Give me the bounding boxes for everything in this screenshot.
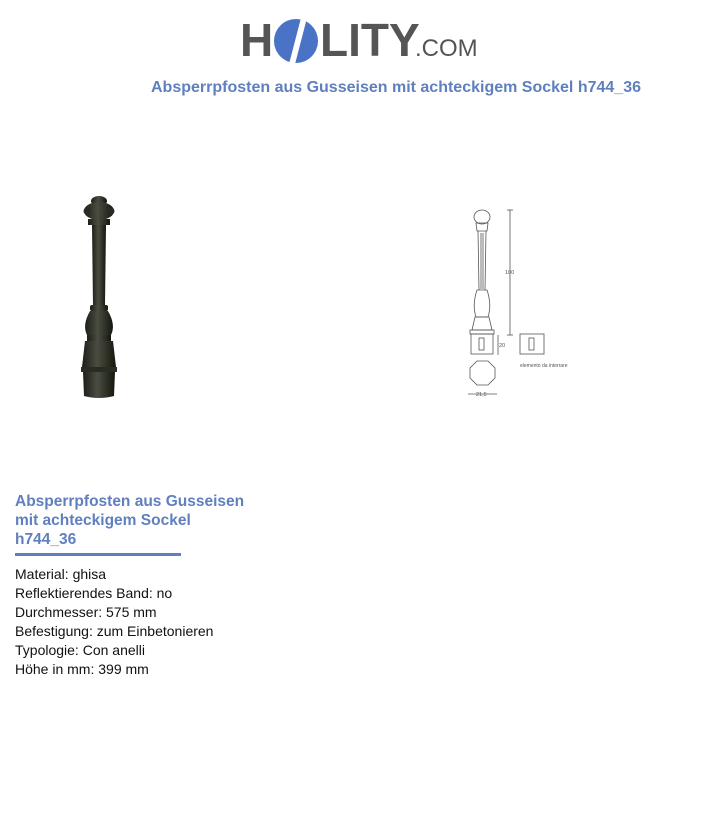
page-title: Absperrpfosten aus Gusseisen mit achteckigem Sockel h744_36 xyxy=(151,79,641,96)
bollard-photo-icon xyxy=(70,195,130,400)
drawing-width-label: 21,5 xyxy=(476,392,487,398)
holity-logo[interactable] xyxy=(240,10,485,70)
drawing-base-height-label: 20 xyxy=(499,343,506,349)
product-title xyxy=(15,492,265,549)
logo-o-icon xyxy=(274,14,318,68)
technical-drawing[interactable] xyxy=(460,205,590,405)
logo-letter-h: H xyxy=(240,14,274,66)
technical-drawing-icon xyxy=(460,205,590,405)
product-title-line-2: mit achteckigem Sockel xyxy=(15,512,191,529)
spec-typology: Typologie: Con anelli xyxy=(15,642,145,658)
product-title-line-3: h744_36 xyxy=(15,531,77,548)
spec-mounting: Befestigung: zum Einbetonieren xyxy=(15,623,214,639)
spec-height: Höhe in mm: 399 mm xyxy=(15,661,149,677)
bollard-photo[interactable] xyxy=(70,195,130,400)
drawing-height-label: 100 xyxy=(505,270,515,276)
spec-reflective-band: Reflektierendes Band: no xyxy=(15,585,173,601)
title-divider xyxy=(15,553,181,556)
spec-material: Material: ghisa xyxy=(15,566,107,582)
product-specs xyxy=(15,565,213,679)
spec-diameter: Durchmesser: 575 mm xyxy=(15,604,157,620)
logo-domain: .COM xyxy=(415,35,478,62)
logo-letters-lity: LITY xyxy=(320,14,420,66)
product-title-line-1: Absperrpfosten aus Gusseisen xyxy=(15,493,245,510)
drawing-note-label: elemento da interrare xyxy=(520,363,568,369)
